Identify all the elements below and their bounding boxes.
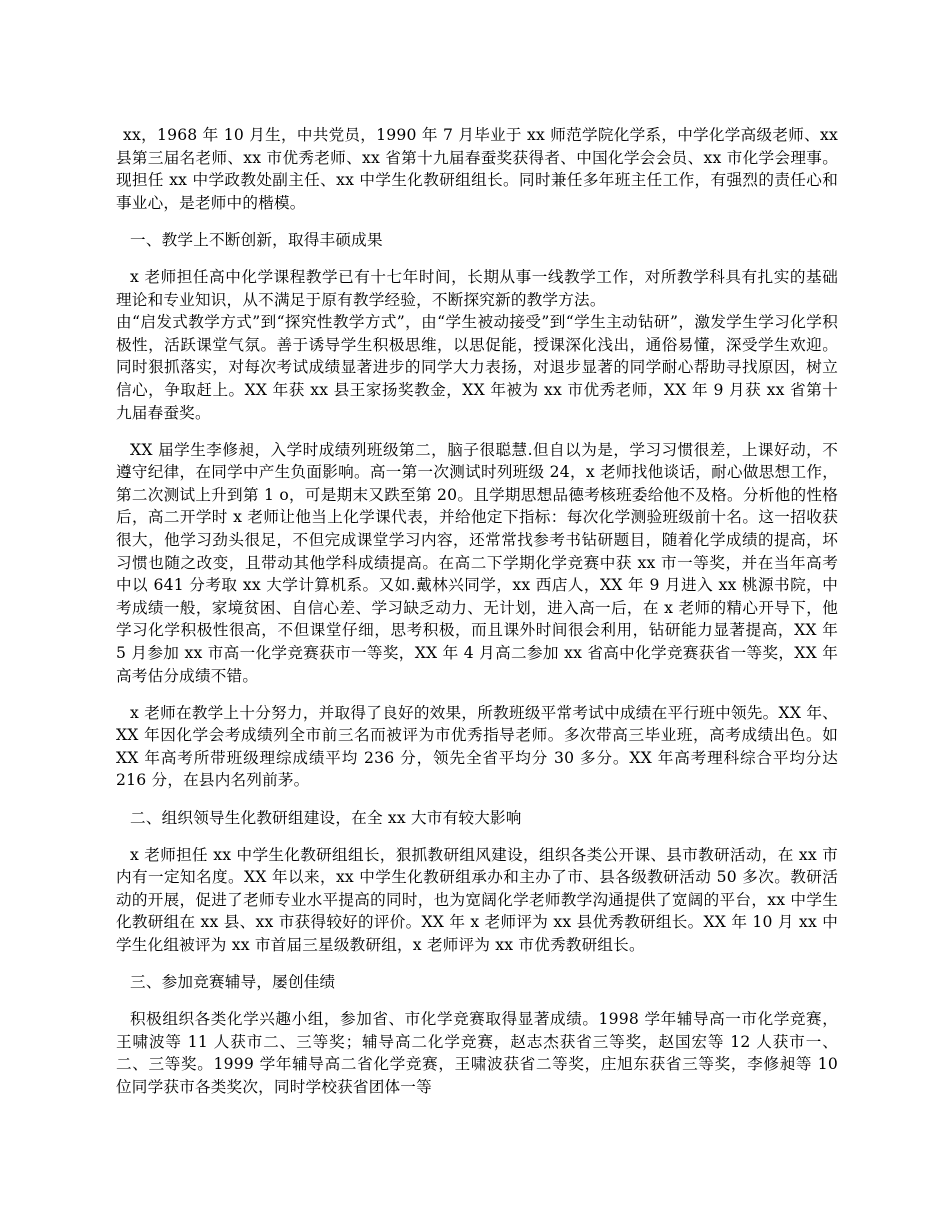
section-heading-1: 一、教学上不断创新，取得丰硕成果 [130, 230, 383, 249]
intro-paragraph [116, 124, 838, 214]
section1-paragraph-3-text: x 老师在教学上十分努力，并取得了良好的效果，所教班级平常考试中成绩在平行班中领先。XX 年、XX 年因化学会考成绩列全市前三名而被评为市优秀指导老师。多次带高三毕业班，高考成绩出色。如 XX 年高考所带班级理综成绩平均 236 分，领先全省平均分 30 多分。XX 年高考理科综合平均分达 216 分，在县内名列前茅。 [116, 703, 838, 790]
section2-paragraph-1 [116, 844, 838, 957]
section1-paragraph-2-text: XX 届学生李修昶，入学时成绩列班级第二，脑子很聪慧.但自以为是，学习习惯很差，上课好动，不遵守纪律，在同学中产生负面影响。高一第一次测试时列班级 24，x 老师找他谈话，耐心做思想工作，第二次测试上升到第 1 o，可是期末又跌至第 20。且学期思想品德考核班委给他不及格。分析他的性格后，高二开学时 x 老师让他当上化学课代表，并给他定下指标：每次化学测验班级前十名。这一招收获很大，他学习劲头很足，不但完成课堂学习内容，还常常找参考书钻研题目，随着化学成绩的提高，坏习惯也随之改变，且带动其他学科成绩提高。在高二下学期化学竞赛中获 xx 市一等奖，并在当年高考中以 641 分考取 xx 大学计算机系。又如.戴林兴同学，xx 西店人，XX 年 9 月进入 xx 桃源书院，中考成绩一般，家境贫困、自信心差、学习缺乏动力、无计划，进入高一后，在 x 老师的精心开导下，他学习化学积极性很高，不但课堂仔细，思考积极，而且课外时间很会利用，钻研能力显著提高，XX 年 5 月参加 xx 市高一化学竞赛获市一等奖，XX 年 4 月高二参加 xx 省高中化学竞赛获省一等奖，XX 年高考估分成绩不错。 [116, 440, 838, 685]
section1-paragraph-1 [116, 266, 838, 424]
section2-paragraph-1-text: x 老师担任 xx 中学生化教研组组长，狠抓教研组风建设，组织各类公开课、县市教研活动，在 xx 市内有一定知名度。XX 年以来，xx 中学生化教研组承办和主办了市、县各级教研活动 50 多次。教研活动的开展，促进了老师专业水平提高的同时，也为宽阔化学老师教学沟通提供了宽阔的平台，xx 中学生化教研组在 xx 县、xx 市获得较好的评价。XX 年 x 老师评为 xx 县优秀教研组长。XX 年 10 月 xx 中学生化组被评为 xx 市首届三星级教研组，x 老师评为 xx 市优秀教研组长。 [116, 845, 838, 954]
section-heading-3: 三、参加竞赛辅导，屡创佳绩 [130, 973, 336, 992]
section1-paragraph-1-part-1: x 老师担任高中化学课程教学已有十七年时间，长期从事一线教学工作，对所教学科具有扎实的基础理论和专业知识，从不满足于原有教学经验，不断探究新的教学方法。 [116, 267, 838, 309]
document-page [116, 124, 838, 1113]
section3-paragraph-1-text: 积极组织各类化学兴趣小组，参加省、市化学竞赛取得显著成绩。1998 学年辅导高一市化学竞赛，王啸波等 11 人获市二、三等奖；辅导高二化学竞赛，赵志杰获省三等奖，赵国宏等 12 人获市一、二、三等奖。1999 学年辅导高二省化学竞赛，王啸波获省二等奖，庄旭东获省三等奖，李修昶等 10 位同学获市各类奖次，同时学校获省团体一等 [116, 1010, 838, 1096]
section-heading-2: 二、组织领导生化教研组建设，在全 xx 大市有较大影响 [130, 808, 522, 827]
section1-paragraph-2 [116, 439, 838, 688]
section1-paragraph-1-part-2: 由“启发式教学方式”到“探究性教学方式”，由“学生被动接受”到“学生主动钻研”，激发学生学习化学积极性，活跃课堂气氛。善于诱导学生积极思维，以思促能，授课深化浅出，通俗易懂，深受学生欢迎。同时狠抓落实，对每次考试成绩显著进步的同学大力表扬，对退步显著的同学耐心帮助寻找原因，树立信心，争取赶上。XX 年获 xx 县王家扬奖教金，XX 年被为 xx 市优秀老师，XX 年 9 月获 xx 省第十九届春蚕奖。 [116, 313, 838, 422]
section1-paragraph-3 [116, 702, 838, 792]
intro-text: xx，1968 年 10 月生，中共党员，1990 年 7 月毕业于 xx 师范学院化学系，中学化学高级老师、xx 县第三届名老师、xx 市优秀老师、xx 省第十九届春蚕奖获得者、中国化学会会员、xx 市化学会理事。现担任 xx 中学政教处副主任、xx 中学生化教研组组长。同时兼任多年班主任工作，有强烈的责任心和事业心，是老师中的楷模。 [116, 126, 838, 212]
section3-paragraph-1 [116, 1008, 838, 1098]
